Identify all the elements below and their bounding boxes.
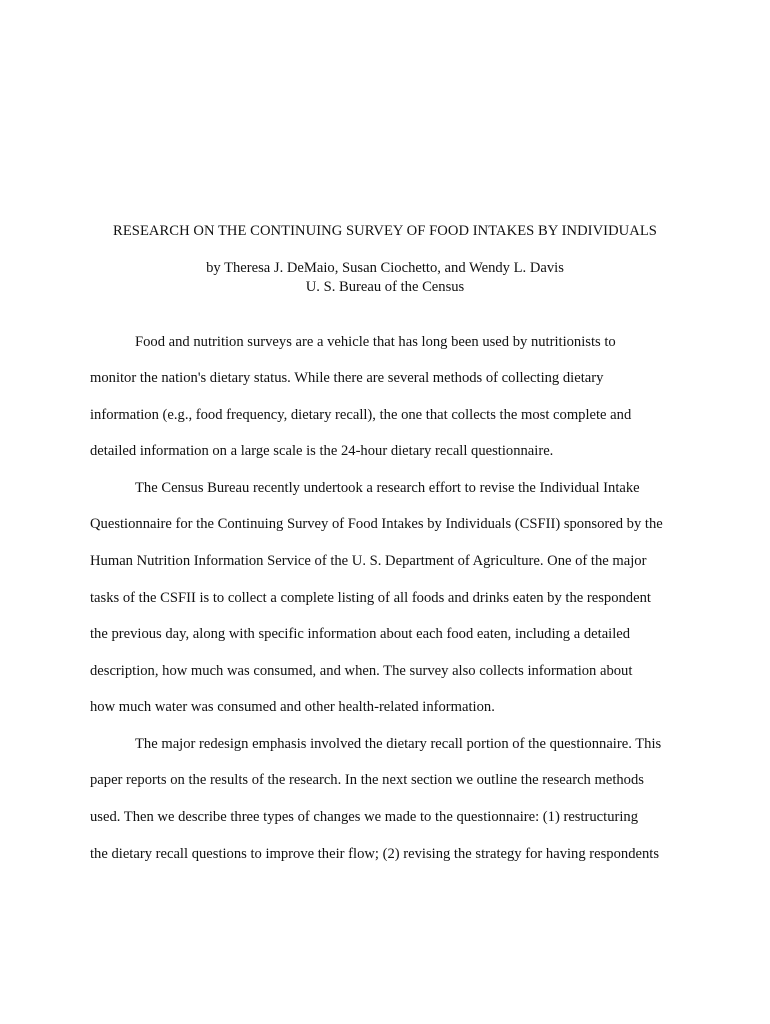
body-text-line: detailed information on a large scale is the 24-hour dietary recall questionnaire. — [90, 443, 554, 459]
body-text-line: the dietary recall questions to improve their flow; (2) revising the strategy for having respondents — [90, 846, 659, 862]
author-affiliation: U. S. Bureau of the Census — [305, 279, 465, 295]
body-text-line: information (e.g., food frequency, dietary recall), the one that collects the most complete and — [90, 407, 632, 423]
body-text-line: paper reports on the results of the research. In the next section we outline the research methods — [90, 772, 644, 788]
body-text-line: Food and nutrition surveys are a vehicle that has long been used by nutritionists to — [135, 334, 616, 350]
body-text-line: The Census Bureau recently undertook a research effort to revise the Individual Intake — [135, 480, 640, 496]
author-list: by Theresa J. DeMaio, Susan Ciochetto, and Wendy L. Davis — [206, 260, 564, 276]
body-text-line: tasks of the CSFII is to collect a complete listing of all foods and drinks eaten by the respondent — [90, 590, 651, 606]
body-text-line: monitor the nation's dietary status. While there are several methods of collecting dietary — [90, 370, 604, 386]
paper-title: RESEARCH ON THE CONTINUING SURVEY OF FOOD INTAKES BY INDIVIDUALS — [113, 223, 657, 239]
body-text-line: used. Then we describe three types of changes we made to the questionnaire: (1) restructuring — [90, 809, 639, 825]
body-text-line: Questionnaire for the Continuing Survey of Food Intakes by Individuals (CSFII) sponsored by the — [90, 516, 663, 532]
body-text-line: how much water was consumed and other health-related information. — [90, 699, 495, 715]
body-text-line: the previous day, along with specific information about each food eaten, including a detailed — [90, 626, 631, 642]
byline — [0, 259, 770, 297]
body-text-line: description, how much was consumed, and when. The survey also collects information about — [90, 663, 633, 679]
body-text-line: Human Nutrition Information Service of the U. S. Department of Agriculture. One of the major — [90, 553, 647, 569]
body-text-line: The major redesign emphasis involved the dietary recall portion of the questionnaire. This — [135, 736, 662, 752]
